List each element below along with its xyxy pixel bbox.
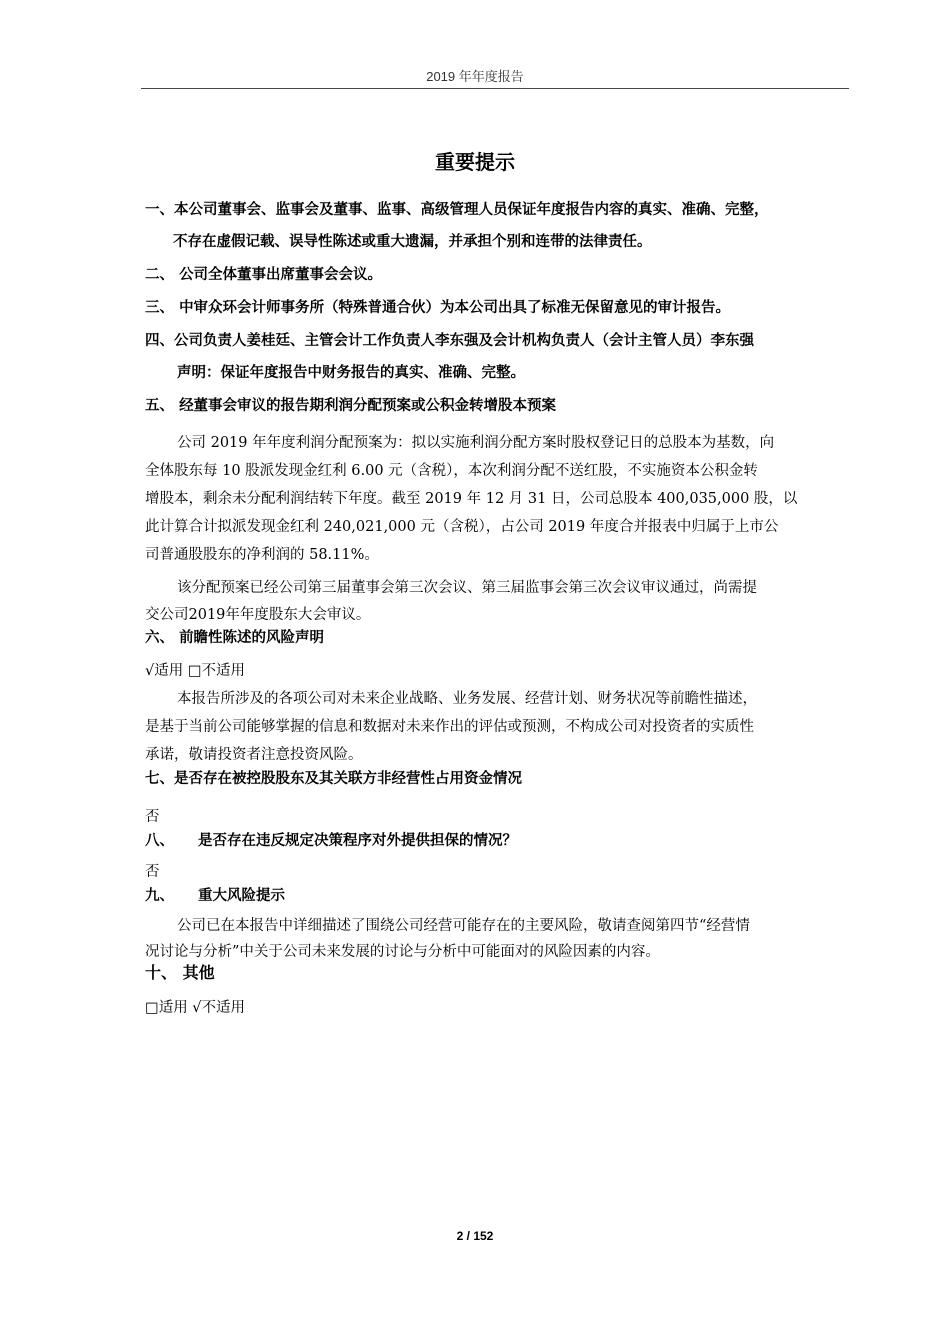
paragraph-line: 是基于当前公司能够掌握的信息和数据对未来作出的评估或预测，不构成公司对投资者的实质性 [145,719,754,735]
section-text: 重大风险提示 [198,888,285,904]
section-4-heading [145,329,754,350]
paragraph-line: 公司已在本报告中详细描述了围绕公司经营可能存在的主要风险，敬请查阅第四节“经营情 [177,918,750,934]
running-header: 2019 年年度报告 [426,69,524,84]
section-number: 十、 [145,963,178,982]
section-number: 八、 [145,833,174,849]
paragraph-line: 交公司2019年年度股东大会审议。 [145,607,371,623]
section-10-heading [145,960,215,983]
section-text: 是否存在被控股股东及其关联方非经营性占用资金情况 [174,771,522,787]
paragraph-line: 此计算合计拟派发现金红利 240,021,000 元（含税），占公司 2019 年度合并报表中归属于上市公 [145,519,779,535]
paragraph-line: 况讨论与分析”中关于公司未来发展的讨论与分析中可能面对的风险因素的内容。 [145,944,660,960]
section-5-heading [145,394,556,415]
section-text: 经董事会审议的报告期利润分配预案或公积金转增股本预案 [179,398,557,414]
page-number: 2 / 152 [456,1229,494,1243]
section-number: 四、 [145,333,174,349]
section-7-heading [145,767,522,788]
section-6-heading [145,626,324,647]
section-text: 公司负责人姜桂廷、主管会计工作负责人李东强及会计机构负责人（会计主管人员）李东强 [174,333,754,349]
section-text: 前瞻性陈述的风险声明 [179,630,325,646]
header-rule [141,88,849,89]
section-number: 六、 [145,630,174,646]
section-4-continuation: 声明：保证年度报告中财务报告的真实、准确、完整。 [177,365,525,381]
section-text: 公司全体董事出席董事会会议。 [179,267,383,283]
section-number: 九、 [145,888,174,904]
paragraph-line: 司普通股股东的净利润的 58.11%。 [145,547,379,563]
paragraph-line: 全体股东每 10 股派发现金红利 6.00 元（含税），本次利润分配不送红股，不实施资本公积金转 [145,463,758,479]
paragraph-line: 公司 2019 年年度利润分配预案为：拟以实施利润分配方案时股权登记日的总股本为基数，向 [177,435,775,451]
section-text: 是否存在违反规定决策程序对外提供担保的情况？ [198,833,517,849]
answer-text: 否 [145,864,160,880]
section-number: 一、 [145,202,174,218]
section-8-heading [145,829,517,850]
applicability-checkbox: □适用 √不适用 [145,1000,246,1016]
section-number: 二、 [145,267,174,283]
paragraph-line: 该分配预案已经公司第三届董事会第三次会议、第三届监事会第三次会议审议通过，尚需提 [177,580,757,596]
section-9-heading [145,884,285,905]
section-1-heading [145,198,769,219]
section-3-heading [145,296,730,317]
answer-text: 否 [145,809,160,825]
applicability-checkbox: √适用 □不适用 [145,663,246,679]
paragraph-line: 承诺，敬请投资者注意投资风险。 [145,747,363,763]
section-1-continuation: 不存在虚假记载、误导性陈述或重大遗漏，并承担个别和连带的法律责任。 [173,234,652,250]
section-2-heading [145,263,382,284]
page-title: 重要提示 [435,150,515,174]
section-text: 其他 [182,963,215,982]
section-text: 中审众环会计师事务所（特殊普通合伙）为本公司出具了标准无保留意见的审计报告。 [179,300,731,316]
section-number: 五、 [145,398,174,414]
section-number: 三、 [145,300,174,316]
paragraph-line: 增股本，剩余未分配利润结转下年度。截至 2019 年 12 月 31 日，公司总股本 400,035,000 股，以 [145,491,798,507]
section-number: 七、 [145,771,174,787]
section-text: 本公司董事会、监事会及董事、监事、高级管理人员保证年度报告内容的真实、准确、完整， [174,202,769,218]
paragraph-line: 本报告所涉及的各项公司对未来企业战略、业务发展、经营计划、财务状况等前瞻性描述， [177,691,757,707]
